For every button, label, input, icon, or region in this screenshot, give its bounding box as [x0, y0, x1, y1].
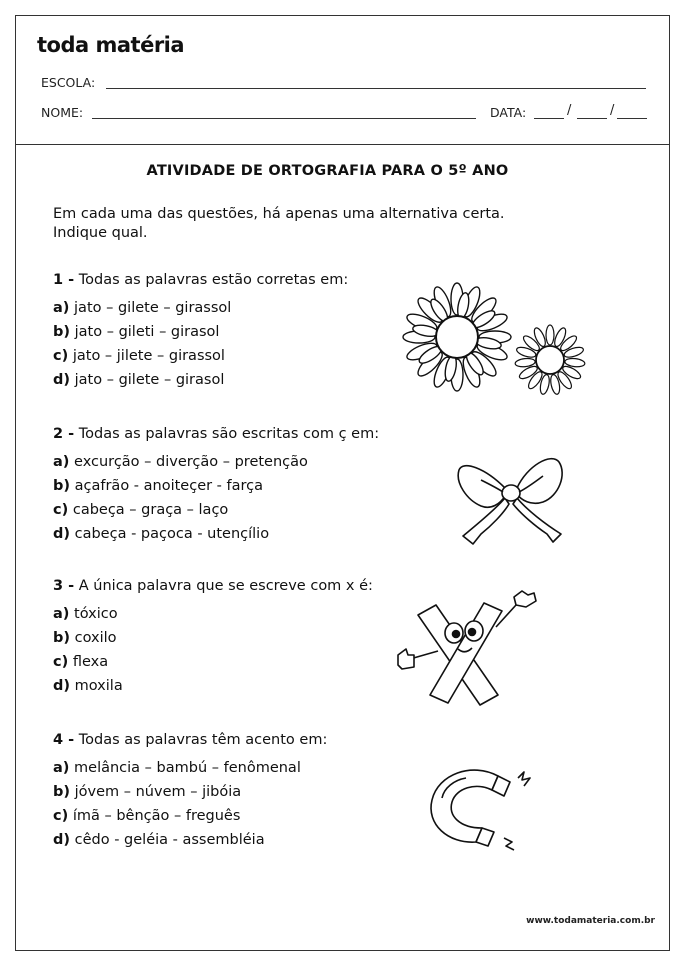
option-letter: a) [53, 300, 70, 316]
option-letter: d) [53, 372, 71, 388]
option-text: jato – jilete – girassol [72, 348, 225, 364]
option-text: ímã – bênção – freguês [72, 808, 241, 824]
question-number: 2 - [53, 426, 75, 442]
date-day-line[interactable] [534, 118, 564, 119]
option-letter: c) [53, 654, 69, 670]
instructions: Em cada uma das questões, há apenas uma alternativa certa. Indique qual. [53, 206, 505, 241]
option-text: jato – gilete – girasol [74, 372, 225, 388]
option-d[interactable] [53, 525, 379, 549]
option-d[interactable] [53, 677, 373, 701]
option-a[interactable] [53, 759, 327, 783]
option-b[interactable] [53, 783, 327, 807]
option-text: cabeça - paçoca - utençílio [74, 526, 270, 542]
letter-x-character-icon [388, 585, 548, 710]
sunflowers-illustration [400, 282, 590, 400]
nome-label: NOME: [41, 105, 84, 120]
option-text: açafrão - anoiteçer - farça [74, 478, 264, 494]
option-c[interactable] [53, 653, 373, 677]
option-text: moxila [74, 678, 123, 694]
option-letter: a) [53, 606, 70, 622]
website-footer[interactable]: www.todamateria.com.br [526, 916, 655, 926]
option-d[interactable] [53, 371, 348, 395]
option-letter: c) [53, 348, 69, 364]
option-letter: b) [53, 478, 71, 494]
date-slash-1: / [567, 103, 572, 118]
header [16, 16, 669, 145]
date-month-line[interactable] [577, 118, 607, 119]
date-slash-2: / [610, 103, 615, 118]
question-1 [53, 272, 348, 395]
option-d[interactable] [53, 831, 327, 855]
page-title: ATIVIDADE DE ORTOGRAFIA PARA O 5º ANO [146, 163, 509, 179]
option-text: jato – gileti – girasol [74, 324, 220, 340]
data-label: DATA: [490, 105, 527, 120]
question-number: 1 - [53, 272, 75, 288]
option-letter: b) [53, 630, 71, 646]
sunflower-small-icon [515, 325, 585, 395]
option-letter: b) [53, 324, 71, 340]
nome-line[interactable] [92, 118, 476, 119]
option-letter: c) [53, 502, 69, 518]
option-a[interactable] [53, 605, 373, 629]
option-text: cabeça – graça – laço [72, 502, 229, 518]
brand-logo: toda matéria [37, 33, 185, 57]
option-c[interactable] [53, 347, 348, 371]
option-letter: d) [53, 832, 71, 848]
question-text: Todas as palavras estão corretas em: [78, 272, 349, 288]
option-c[interactable] [53, 807, 327, 831]
option-c[interactable] [53, 501, 379, 525]
option-text: melância – bambú – fenômenal [74, 760, 301, 776]
question-text: Todas as palavras são escritas com ç em: [78, 426, 380, 442]
option-text: tóxico [74, 606, 118, 622]
escola-label: ESCOLA: [41, 75, 96, 90]
option-text: jato – gilete – girassol [74, 300, 232, 316]
option-letter: d) [53, 678, 71, 694]
option-b[interactable] [53, 323, 348, 347]
option-text: flexa [72, 654, 109, 670]
question-2 [53, 426, 379, 549]
option-letter: c) [53, 808, 69, 824]
option-b[interactable] [53, 477, 379, 501]
option-letter: b) [53, 784, 71, 800]
option-letter: a) [53, 454, 70, 470]
date-year-line[interactable] [617, 118, 647, 119]
magnet-icon [420, 758, 540, 858]
sunflower-large-icon [403, 283, 511, 391]
option-text: excurção – diverção – pretenção [74, 454, 308, 470]
option-a[interactable] [53, 299, 348, 323]
option-letter: d) [53, 526, 71, 542]
option-text: cêdo - geléia - assembléia [74, 832, 265, 848]
question-number: 3 - [53, 578, 75, 594]
question-3 [53, 578, 373, 701]
bow-icon [455, 448, 570, 548]
option-a[interactable] [53, 453, 379, 477]
option-text: coxilo [74, 630, 117, 646]
escola-line[interactable] [106, 88, 646, 89]
question-text: A única palavra que se escreve com x é: [78, 578, 373, 594]
question-text: Todas as palavras têm acento em: [78, 732, 328, 748]
option-text: jóvem – núvem – jibóia [74, 784, 242, 800]
option-letter: a) [53, 760, 70, 776]
question-number: 4 - [53, 732, 75, 748]
question-4 [53, 732, 327, 855]
option-b[interactable] [53, 629, 373, 653]
